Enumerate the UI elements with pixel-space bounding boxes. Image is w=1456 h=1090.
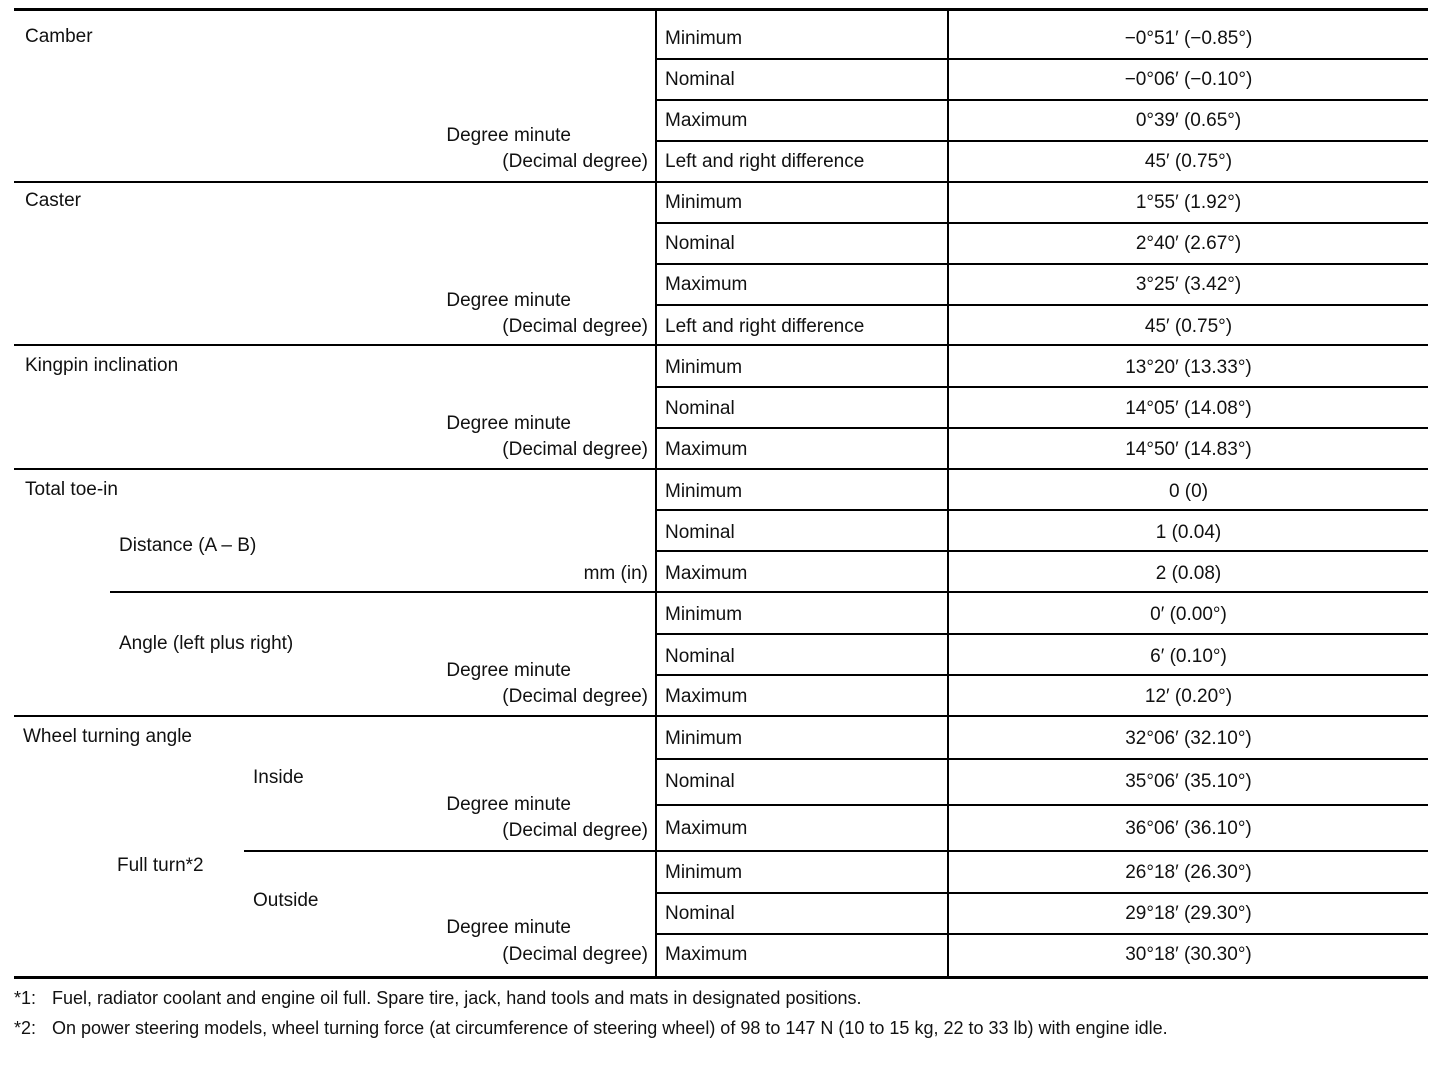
subsection-divider <box>110 591 1428 593</box>
row-value: 1 (0.04) <box>1155 522 1222 543</box>
row-name: Minimum <box>665 192 743 213</box>
row-value: 0′ (0.00°) <box>1150 604 1227 625</box>
row-value: 36°06′ (36.10°) <box>1125 818 1252 839</box>
table-bottom-border <box>14 976 1428 979</box>
footnote-text: On power steering models, wheel turning force (at circumference of steering wheel) of 98 to 147 N (10 to 15 kg, 22 to 33 lb) with engine idle. <box>52 1018 1168 1038</box>
row-divider <box>657 427 1428 429</box>
row-name: Maximum <box>665 818 748 839</box>
section-divider <box>14 468 1428 470</box>
row-name: Left and right difference <box>665 151 865 172</box>
row-value: 14°05′ (14.08°) <box>1125 398 1252 419</box>
column-divider-left <box>655 10 657 977</box>
row-value: 26°18′ (26.30°) <box>1125 862 1252 883</box>
row-divider <box>657 99 1428 101</box>
row-divider <box>657 58 1428 60</box>
row-value: 32°06′ (32.10°) <box>1125 728 1252 749</box>
row-name: Nominal <box>665 903 735 924</box>
row-value: 45′ (0.75°) <box>1144 316 1233 337</box>
unit-label: Degree minute <box>446 290 571 311</box>
table-top-border <box>14 8 1428 11</box>
row-divider <box>657 509 1428 511</box>
row-value: 12′ (0.20°) <box>1144 686 1233 707</box>
row-divider <box>657 758 1428 760</box>
unit-label: Degree minute <box>446 413 571 434</box>
row-value: 29°18′ (29.30°) <box>1125 903 1252 924</box>
row-name: Maximum <box>665 110 748 131</box>
row-name: Maximum <box>665 686 748 707</box>
unit-label: (Decimal degree) <box>502 316 648 337</box>
unit-label: (Decimal degree) <box>502 151 648 172</box>
row-name: Left and right difference <box>665 316 865 337</box>
row-divider <box>657 633 1428 635</box>
row-divider <box>657 304 1428 306</box>
footnote-mark: *2: <box>14 1018 37 1038</box>
section-label-caster: Caster <box>25 190 81 211</box>
row-value: 13°20′ (13.33°) <box>1125 357 1252 378</box>
row-value: 14°50′ (14.83°) <box>1125 439 1252 460</box>
row-name: Minimum <box>665 862 743 883</box>
unit-label: (Decimal degree) <box>502 944 648 965</box>
row-value: 35°06′ (35.10°) <box>1125 771 1252 792</box>
row-name: Minimum <box>665 728 743 749</box>
row-divider <box>657 386 1428 388</box>
section-divider <box>14 715 1428 717</box>
subsection-divider <box>244 850 1428 852</box>
section-label-camber: Camber <box>25 26 93 47</box>
row-divider <box>657 674 1428 676</box>
row-name: Nominal <box>665 646 735 667</box>
unit-label: mm (in) <box>583 563 648 584</box>
section-label-kingpin: Kingpin inclination <box>25 355 179 376</box>
section-label-toe-in: Total toe-in <box>25 479 118 500</box>
row-value: −0°51′ (−0.85°) <box>1124 28 1253 49</box>
row-value: 0°39′ (0.65°) <box>1135 110 1242 131</box>
row-name: Minimum <box>665 357 743 378</box>
unit-label: Degree minute <box>446 660 571 681</box>
unit-label: (Decimal degree) <box>502 439 648 460</box>
row-divider <box>657 933 1428 935</box>
unit-label: (Decimal degree) <box>502 686 648 707</box>
row-name: Nominal <box>665 233 735 254</box>
row-name: Minimum <box>665 481 743 502</box>
row-name: Maximum <box>665 274 748 295</box>
row-name: Maximum <box>665 439 748 460</box>
row-value: 45′ (0.75°) <box>1144 151 1233 172</box>
row-name: Minimum <box>665 28 743 49</box>
row-value: 1°55′ (1.92°) <box>1135 192 1242 213</box>
row-divider <box>657 222 1428 224</box>
row-divider <box>657 892 1428 894</box>
row-name: Nominal <box>665 522 735 543</box>
row-value: 0 (0) <box>1168 481 1209 502</box>
footnote-mark: *1: <box>14 988 37 1008</box>
unit-label: Degree minute <box>446 917 571 938</box>
unit-label: (Decimal degree) <box>502 820 648 841</box>
sub-label-angle: Angle (left plus right) <box>119 633 294 654</box>
sub-label-distance: Distance (A – B) <box>119 535 257 556</box>
row-value: 3°25′ (3.42°) <box>1135 274 1242 295</box>
footnote-text: Fuel, radiator coolant and engine oil full. Spare tire, jack, hand tools and mats in designated positions. <box>52 988 862 1008</box>
row-value: 30°18′ (30.30°) <box>1125 944 1252 965</box>
sub-label-outside: Outside <box>253 890 319 911</box>
row-value: −0°06′ (−0.10°) <box>1124 69 1253 90</box>
row-divider <box>657 550 1428 552</box>
row-value: 2°40′ (2.67°) <box>1135 233 1242 254</box>
unit-label: Degree minute <box>446 794 571 815</box>
section-divider <box>14 181 1428 183</box>
section-divider <box>14 344 1428 346</box>
row-name: Maximum <box>665 563 748 584</box>
row-name: Nominal <box>665 69 735 90</box>
sub-label-full-turn: Full turn*2 <box>117 855 204 876</box>
row-value: 2 (0.08) <box>1155 563 1222 584</box>
row-divider <box>657 804 1428 806</box>
row-name: Minimum <box>665 604 743 625</box>
section-label-wheel-turning: Wheel turning angle <box>23 726 192 747</box>
row-name: Nominal <box>665 771 735 792</box>
sub-label-inside: Inside <box>253 767 304 788</box>
row-name: Maximum <box>665 944 748 965</box>
unit-label: Degree minute <box>446 125 571 146</box>
row-divider <box>657 140 1428 142</box>
row-name: Nominal <box>665 398 735 419</box>
row-divider <box>657 263 1428 265</box>
row-value: 6′ (0.10°) <box>1150 646 1227 667</box>
